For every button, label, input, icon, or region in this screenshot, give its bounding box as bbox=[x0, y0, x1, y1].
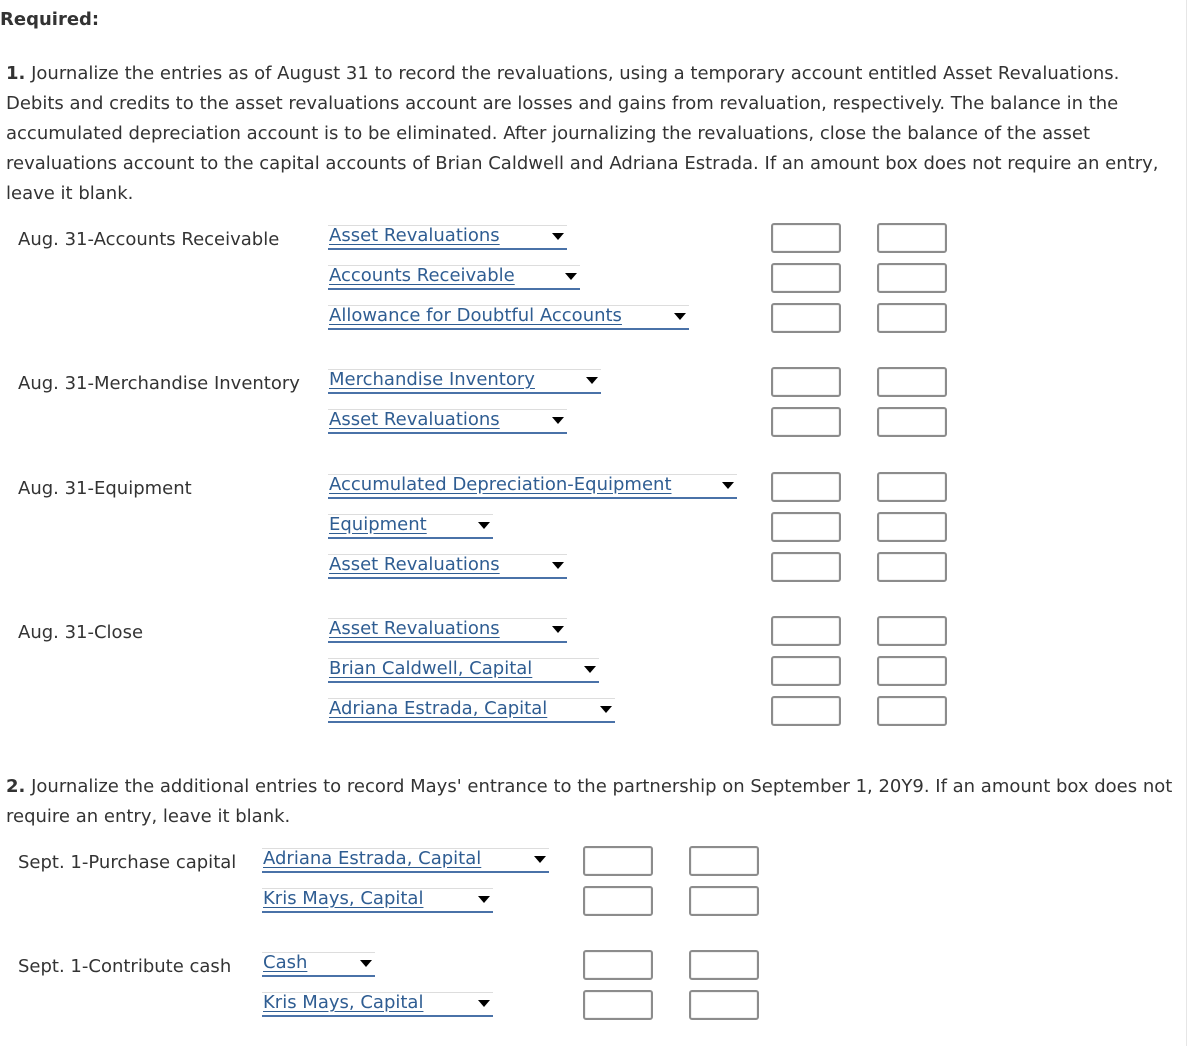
account-select-asset-revaluations[interactable] bbox=[328, 619, 567, 643]
account-select-value: Asset Revaluations bbox=[329, 618, 500, 639]
part2-number: 2. bbox=[6, 776, 26, 797]
account-select-adriana-estrada-capital[interactable] bbox=[328, 699, 615, 723]
account-select-value: Cash bbox=[263, 952, 308, 973]
entry-label-close: Aug. 31-Close bbox=[18, 622, 144, 643]
credit-amount-input[interactable] bbox=[877, 263, 947, 293]
account-select-value: Accounts Receivable bbox=[329, 265, 515, 286]
account-select-value: Accumulated Depreciation-Equipment bbox=[329, 474, 672, 495]
account-select-value: Asset Revaluations bbox=[329, 409, 500, 430]
debit-amount-input[interactable] bbox=[771, 472, 841, 502]
account-select-kris-mays-capital[interactable] bbox=[262, 993, 493, 1017]
account-select-value: Equipment bbox=[329, 514, 427, 535]
dropdown-arrow-icon bbox=[534, 856, 546, 863]
debit-amount-input[interactable] bbox=[771, 552, 841, 582]
credit-amount-input[interactable] bbox=[877, 696, 947, 726]
debit-amount-input[interactable] bbox=[583, 886, 653, 916]
dropdown-arrow-icon bbox=[478, 1000, 490, 1007]
debit-amount-input[interactable] bbox=[583, 990, 653, 1020]
part2-text: Journalize the additional entries to record Mays' entrance to the partnership on September 1, 20Y9. If an amount box does not require an entry, leave it blank. bbox=[6, 776, 1173, 827]
dropdown-arrow-icon bbox=[565, 273, 577, 280]
account-select-equipment[interactable] bbox=[328, 515, 493, 539]
entry-label-contribute-cash: Sept. 1-Contribute cash bbox=[18, 956, 232, 977]
debit-amount-input[interactable] bbox=[771, 303, 841, 333]
credit-amount-input[interactable] bbox=[877, 407, 947, 437]
debit-amount-input[interactable] bbox=[771, 407, 841, 437]
account-select-value: Asset Revaluations bbox=[329, 554, 500, 575]
account-select-asset-revaluations[interactable] bbox=[328, 410, 567, 434]
credit-amount-input[interactable] bbox=[689, 950, 759, 980]
account-select-value: Brian Caldwell, Capital bbox=[329, 658, 533, 679]
account-select-cash[interactable] bbox=[262, 953, 375, 977]
dropdown-arrow-icon bbox=[552, 562, 564, 569]
credit-amount-input[interactable] bbox=[689, 886, 759, 916]
part2-instructions bbox=[6, 772, 1176, 832]
dropdown-arrow-icon bbox=[584, 666, 596, 673]
debit-amount-input[interactable] bbox=[771, 696, 841, 726]
entry-label-equipment: Aug. 31-Equipment bbox=[18, 478, 192, 499]
dropdown-arrow-icon bbox=[600, 706, 612, 713]
credit-amount-input[interactable] bbox=[877, 512, 947, 542]
account-select-value: Kris Mays, Capital bbox=[263, 888, 424, 909]
entry-label-accounts-receivable: Aug. 31-Accounts Receivable bbox=[18, 229, 280, 250]
debit-amount-input[interactable] bbox=[771, 616, 841, 646]
account-select-asset-revaluations[interactable] bbox=[328, 555, 567, 579]
debit-amount-input[interactable] bbox=[583, 950, 653, 980]
credit-amount-input[interactable] bbox=[877, 552, 947, 582]
part1-number: 1. bbox=[6, 63, 26, 84]
dropdown-arrow-icon bbox=[552, 626, 564, 633]
dropdown-arrow-icon bbox=[552, 233, 564, 240]
account-select-allowance-doubtful-accounts[interactable] bbox=[328, 306, 689, 330]
page-right-border bbox=[1186, 0, 1187, 1046]
account-select-value: Adriana Estrada, Capital bbox=[263, 848, 482, 869]
account-select-accounts-receivable[interactable] bbox=[328, 266, 580, 290]
dropdown-arrow-icon bbox=[360, 960, 372, 967]
credit-amount-input[interactable] bbox=[877, 472, 947, 502]
account-select-kris-mays-capital[interactable] bbox=[262, 889, 493, 913]
debit-amount-input[interactable] bbox=[771, 263, 841, 293]
dropdown-arrow-icon bbox=[722, 482, 734, 489]
credit-amount-input[interactable] bbox=[689, 846, 759, 876]
dropdown-arrow-icon bbox=[552, 417, 564, 424]
entry-label-purchase-capital: Sept. 1-Purchase capital bbox=[18, 852, 237, 873]
dropdown-arrow-icon bbox=[674, 313, 686, 320]
part1-instructions bbox=[6, 59, 1176, 209]
credit-amount-input[interactable] bbox=[877, 303, 947, 333]
dropdown-arrow-icon bbox=[478, 522, 490, 529]
account-select-value: Merchandise Inventory bbox=[329, 369, 535, 390]
account-select-value: Adriana Estrada, Capital bbox=[329, 698, 548, 719]
debit-amount-input[interactable] bbox=[771, 656, 841, 686]
account-select-brian-caldwell-capital[interactable] bbox=[328, 659, 599, 683]
credit-amount-input[interactable] bbox=[877, 367, 947, 397]
required-heading: Required: bbox=[0, 9, 100, 30]
part1-text: Journalize the entries as of August 31 to record the revaluations, using a temporary account entitled Asset Revaluations. Debits and credits to the asset revaluations account are losses and gains from revaluation, respectively. The balance in the accumulated depreciation account is to be eliminated. After journalizing the revaluations, close the balance of the asset revaluations account to the capital accounts of Brian Caldwell and Adriana Estrada. If an amount box does not require an entry, leave it blank. bbox=[6, 63, 1159, 204]
debit-amount-input[interactable] bbox=[583, 846, 653, 876]
account-select-value: Allowance for Doubtful Accounts bbox=[329, 305, 622, 326]
account-select-accumulated-depreciation[interactable] bbox=[328, 475, 737, 499]
credit-amount-input[interactable] bbox=[877, 223, 947, 253]
credit-amount-input[interactable] bbox=[877, 616, 947, 646]
debit-amount-input[interactable] bbox=[771, 512, 841, 542]
credit-amount-input[interactable] bbox=[877, 656, 947, 686]
account-select-value: Asset Revaluations bbox=[329, 225, 500, 246]
entry-label-merchandise-inventory: Aug. 31-Merchandise Inventory bbox=[18, 373, 300, 394]
account-select-value: Kris Mays, Capital bbox=[263, 992, 424, 1013]
account-select-adriana-estrada-capital[interactable] bbox=[262, 849, 549, 873]
account-select-asset-revaluations[interactable] bbox=[328, 226, 567, 250]
account-select-merchandise-inventory[interactable] bbox=[328, 370, 601, 394]
debit-amount-input[interactable] bbox=[771, 223, 841, 253]
debit-amount-input[interactable] bbox=[771, 367, 841, 397]
dropdown-arrow-icon bbox=[478, 896, 490, 903]
credit-amount-input[interactable] bbox=[689, 990, 759, 1020]
dropdown-arrow-icon bbox=[586, 377, 598, 384]
